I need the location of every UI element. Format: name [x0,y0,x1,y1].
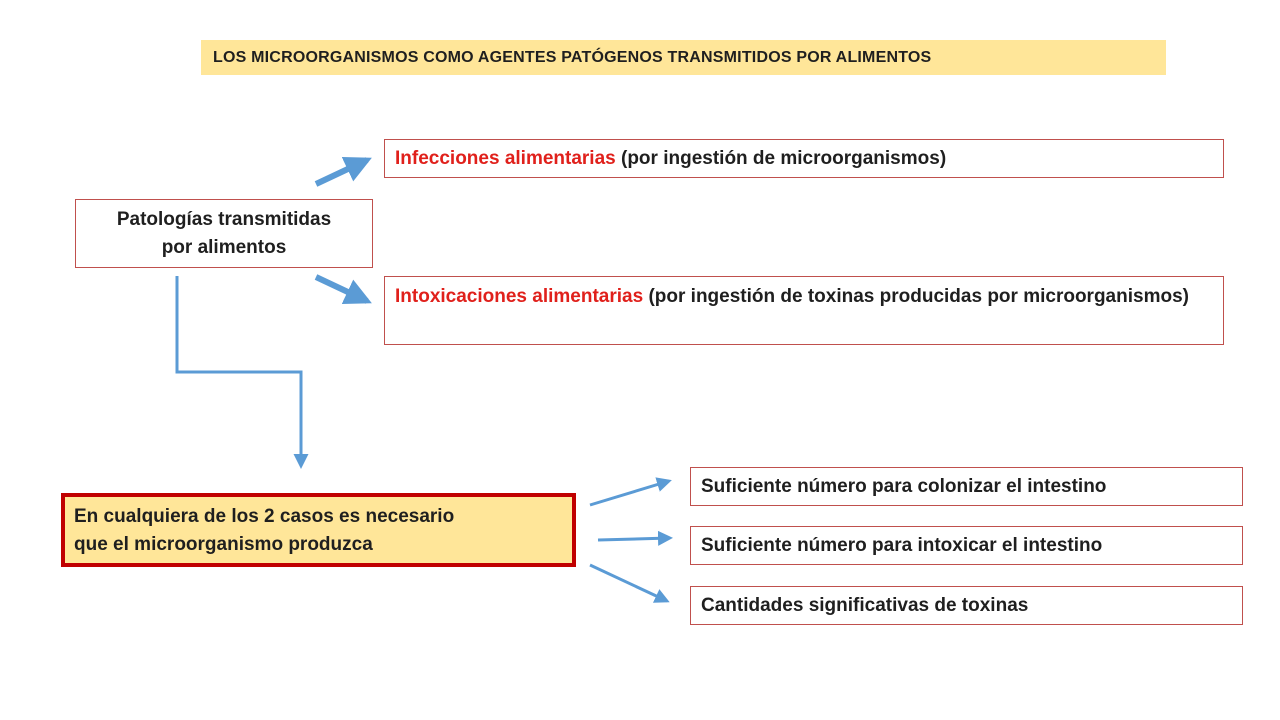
requirement-colonize-box: Suficiente número para colonizar el intestino [690,467,1243,506]
condition-line-2: que el microorganismo produzca [74,534,373,555]
requirement-toxins-box: Cantidades significativas de toxinas [690,586,1243,625]
infections-highlight: Infecciones alimentarias [395,148,616,169]
arrow-to-intoxications [316,277,367,301]
intoxications-highlight: Intoxicaciones alimentarias [395,286,644,307]
diagram-title: LOS MICROORGANISMOS COMO AGENTES PATÓGENOS TRANSMITIDOS POR ALIMENTOS [201,40,1166,75]
infections-description: (por ingestión de microorganismos) [615,148,947,169]
arrow-to-condition [177,276,301,466]
intoxications-description: (por ingestión de toxinas producidas por microorganismos) [643,286,1189,307]
pathologies-line-1: Patologías transmitidas [116,208,332,230]
pathologies-line-2: por alimentos [161,236,287,258]
condition-line-1: En cualquiera de los 2 casos es necesario [74,506,455,527]
arrow-to-infections [316,160,367,184]
requirement-intoxicate-box: Suficiente número para intoxicar el intestino [690,526,1243,565]
arrow-to-colonize [590,481,669,505]
arrow-to-intoxicate [598,538,670,540]
arrow-to-toxins [590,565,667,601]
